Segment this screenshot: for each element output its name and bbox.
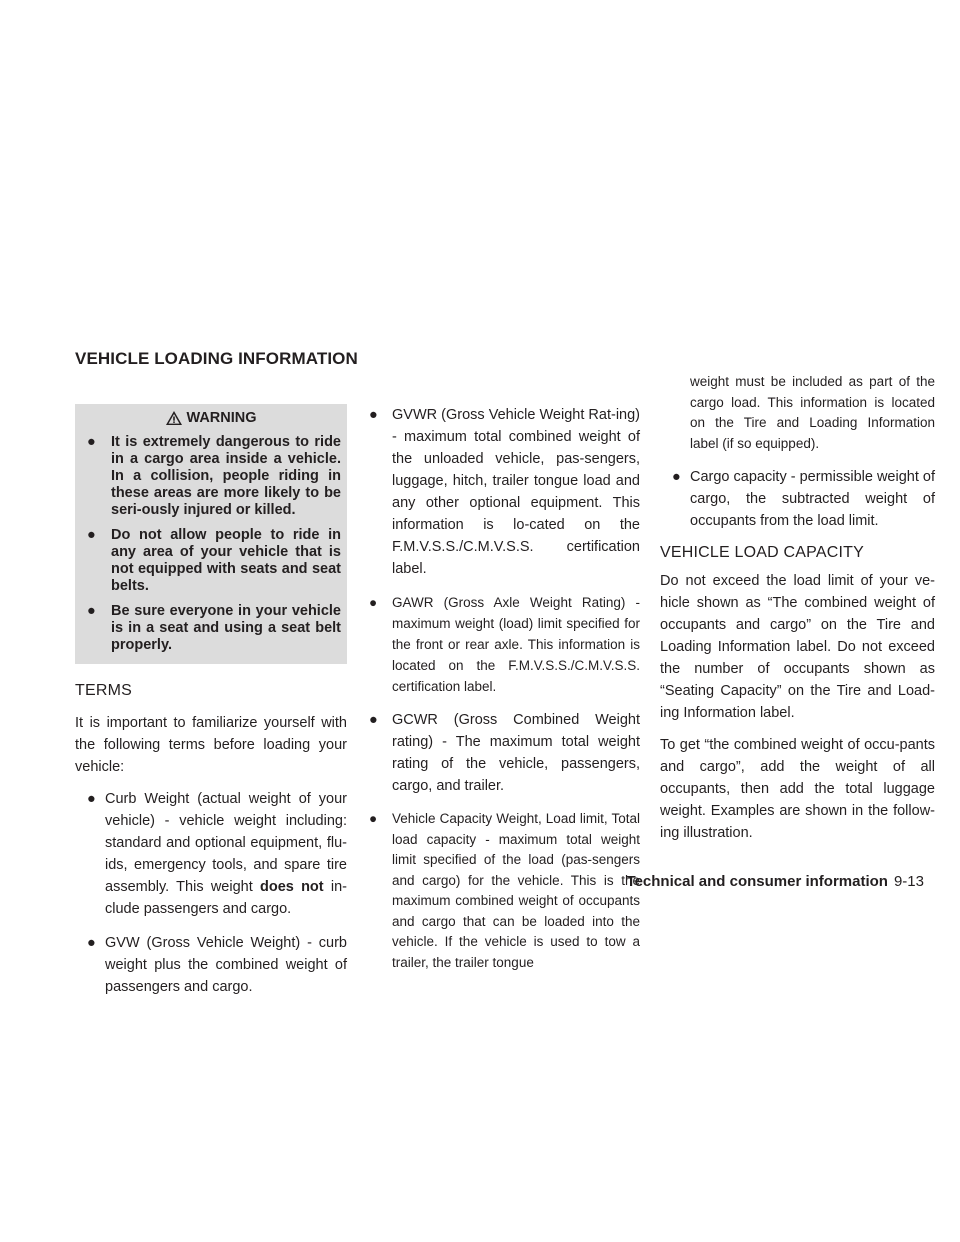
bullet-icon: ● <box>87 527 96 543</box>
gvwr-text: GVWR (Gross Vehicle Weight Rat-ing) - maximum total combined weight of the unloaded vehicle, pas-sengers, luggage, hitch, trailer tongue load and any other optional equipment. This information is lo-cated on the F.M.V.S.S./C.M.V.S.S. certification label. <box>392 407 640 577</box>
warning-triangle-icon <box>165 410 183 426</box>
cargo-text: Cargo capacity - permissible weight of cargo, the subtracted weight of occupants from the load limit. <box>690 469 935 529</box>
warning-item-text: Do not allow people to ride in any area of your vehicle that is not equipped with seats and seat belts. <box>111 527 341 594</box>
warning-item <box>81 527 341 595</box>
bullet-icon: ● <box>672 469 681 485</box>
column-2 <box>365 404 640 985</box>
gcwr-text: GCWR (Gross Combined Weight rating) - The maximum total weight rating of the vehicle, passengers, cargo, and trailer. <box>392 712 640 794</box>
gawr-text: GAWR (Gross Axle Weight Rating) - maximum weight (load) limit specified for the front or rear axle. This information is located on the F.M.V.S.S./C.M.V.S.S. certification label. <box>392 595 640 694</box>
bullet-icon: ● <box>369 712 378 728</box>
vcw-text: Vehicle Capacity Weight, Load limit, Total load capacity - maximum total weight limit specified of the load (pas-sengers and cargo) for the vehicle. This is the maximum combined weight of occupants and cargo that can be loaded into the vehicle. If the vehicle is used to tow a trailer, the trailer tongue <box>392 811 640 970</box>
page-number: 9-13 <box>893 873 924 890</box>
bullet-icon: ● <box>87 935 96 951</box>
term-gvw <box>75 932 347 998</box>
term-gawr <box>365 592 640 697</box>
warning-heading <box>81 410 341 434</box>
capacity-paragraph-2: To get “the combined weight of occu-pants and cargo”, add the weight of all occupants, then add the total luggage weight. Examples are shown in the follow-ing illustration. <box>660 737 935 841</box>
curb-weight-text-post: in-clude passengers and cargo. <box>105 879 347 917</box>
terms-intro: It is important to familiarize yourself with the following terms before loading your vehicle: <box>75 715 347 775</box>
term-vehicle-capacity-weight <box>365 809 640 973</box>
capacity-heading: VEHICLE LOAD CAPACITY <box>660 544 864 561</box>
column-1 <box>75 404 347 1010</box>
warning-box <box>75 404 347 664</box>
warning-heading-text: WARNING <box>186 410 257 426</box>
page-footer <box>627 873 924 890</box>
term-cargo-capacity <box>660 466 935 532</box>
warning-item-text: Be sure everyone in your vehicle is in a seat and using a seat belt properly. <box>111 603 341 653</box>
warning-item <box>81 434 341 519</box>
terms-heading: TERMS <box>75 682 132 699</box>
bullet-icon: ● <box>87 603 96 619</box>
bullet-icon: ● <box>369 595 378 610</box>
capacity-paragraph-1: Do not exceed the load limit of your ve-hicle shown as “The combined weight of occupants and cargo” on the Tire and Loading Information label. Do not exceed the number of occupants shown as “Seating Capacity” on the Tire and Load-ing Information label. <box>660 573 935 721</box>
warning-item-text: It is extremely dangerous to ride in a cargo area inside a vehicle. In a collision, people riding in these areas are more likely to be seri-ously injured or killed. <box>111 434 341 518</box>
term-gvwr <box>365 404 640 580</box>
gvw-text: GVW (Gross Vehicle Weight) - curb weight plus the combined weight of passengers and cargo. <box>105 935 347 995</box>
curb-weight-emphasis: does not <box>259 879 324 895</box>
warning-item <box>81 603 341 654</box>
bullet-icon: ● <box>369 811 378 826</box>
term-gcwr <box>365 709 640 797</box>
bullet-icon: ● <box>87 434 96 450</box>
bullet-icon: ● <box>87 791 96 807</box>
column-3 <box>660 372 935 844</box>
vcw-cont-text: weight must be included as part of the cargo load. This information is located on the Tire and Loading Information label (if so equipped). <box>690 374 935 451</box>
bullet-icon: ● <box>369 407 378 423</box>
section-title: VEHICLE LOADING INFORMATION <box>75 349 358 368</box>
term-vehicle-capacity-weight-continued <box>660 372 935 454</box>
footer-section-name: Technical and consumer information <box>626 873 888 890</box>
term-curb-weight <box>75 788 347 920</box>
curb-weight-text-pre: Curb Weight (actual weight of your vehicle) - vehicle weight including: standard and optional equipment, flu-ids, emergency tools, and spare tire assembly. This weight <box>105 791 347 895</box>
